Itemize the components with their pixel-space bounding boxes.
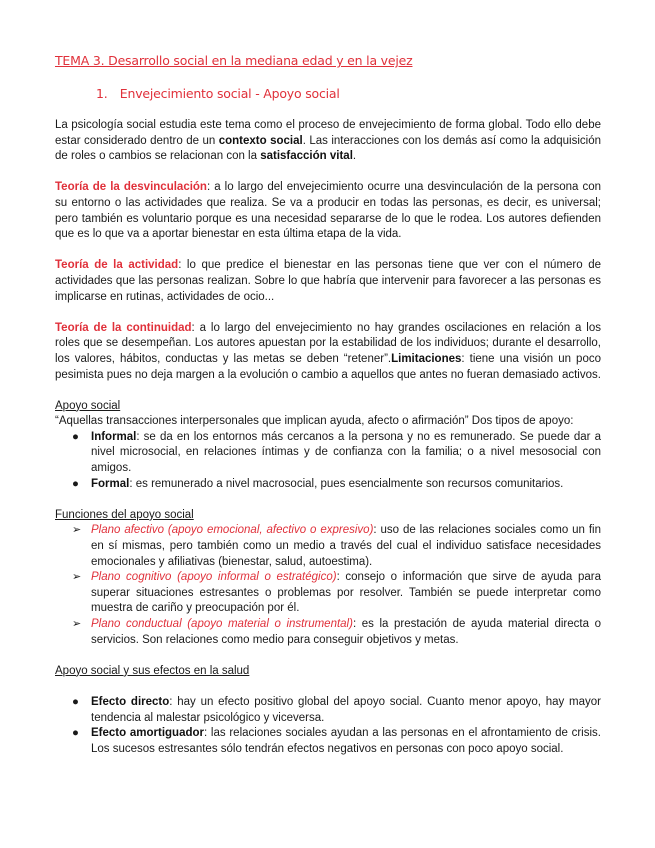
- bullet-icon: ●: [72, 727, 79, 740]
- arrow-bullet-icon: ➢: [72, 618, 82, 630]
- arrow-bullet-icon: ➢: [72, 571, 82, 584]
- list-item: ● Efecto amortiguador: las relaciones sociales ayudan a las personas en el afrontamiento de crisis. Los sucesos estresantes sólo tendrán efectos negativos en personas con poco apoyo social.: [72, 727, 601, 755]
- list-item: ● Informal: se da en los entornos más cercanos a la persona y no es remunerado. Se puede dar a nivel microsocial, en relaciones íntimas y de confianza con la familia; o a nivel mesosocial con amigos.: [72, 430, 601, 475]
- salud-heading: Apoyo social y sus efectos en la salud: [55, 664, 250, 677]
- document-body: [55, 118, 601, 757]
- list-item: ➢ Plano cognitivo (apoyo informal o estratégico): consejo o información que sirve de ayuda para superar situaciones estresantes o problemas por resolver. También se puede interpretar como muestra de cariño y preocupación por él.: [72, 571, 601, 615]
- theory-disengagement: Teoría de la desvinculación: a lo largo del envejecimiento ocurre una desvinculación de la persona con su entorno o las actividades que realiza. Se va a producir en todas las personas, es decir, es universal; pero también es voluntario porque es una necesidad separarse de lo que le rodea. Los autores defienden que es lo que va a aportar bienestar en esta última etapa de la vida.: [55, 181, 601, 241]
- funciones-list: [55, 523, 601, 648]
- apoyo-definition: “Aquellas transacciones interpersonales que implican ayuda, afecto o afirmación” Dos tipos de apoyo:: [55, 415, 574, 428]
- apoyo-heading: Apoyo social: [55, 399, 121, 412]
- document-title: TEMA 3. Desarrollo social en la mediana edad y en la vejez: [55, 53, 413, 68]
- apoyo-types-list: [55, 430, 601, 492]
- bullet-icon: ●: [72, 695, 79, 708]
- list-item: ● Formal: es remunerado a nivel macrosocial, pues esencialmente son recursos comunitarios.: [55, 477, 601, 493]
- list-item: ● Efecto directo: hay un efecto positivo global del apoyo social. Cuanto menor apoyo, hay mayor tendencia al malestar psicológico y viceversa.: [72, 695, 601, 724]
- section-heading: [96, 86, 340, 101]
- salud-list: [55, 695, 601, 757]
- theory-activity: Teoría de la actividad: lo que predice el bienestar en las personas tiene que ver con el número de actividades que las personas realizan. Sobre lo que habría que intervenir para favorecer a las personas es implicarse en rutinas, actividades de ocio...: [55, 259, 601, 303]
- bullet-icon: ●: [72, 430, 79, 443]
- section-number: 1.: [96, 86, 108, 101]
- theory-continuity: Teoría de la continuidad: a lo largo del envejecimiento no hay grandes oscilaciones en relación a los roles que se desempeñan. Los autores apuestan por la estabilidad de los individuos; durante el desarrollo, los valores, hábitos, conductas y las metas se deben “retener”.Limitaciones: tiene una visión un poco pesimista pues no deja margen a la evolución o cambio a aquellos que antes no fueran demasiado activos.: [55, 321, 601, 381]
- list-item: ➢ Plano conductual (apoyo material o instrumental): es la prestación de ayuda material directa o servicios. Son relaciones como medio para conseguir objetivos y metas.: [72, 618, 601, 646]
- intro-paragraph: La psicología social estudia este tema como el proceso de envejecimiento de forma global. Todo ello debe estar considerado dentro de un contexto social. Las interacciones con los demás así como la adquisición de roles o cambios se relacionan con la satisfacción vital.: [55, 119, 602, 163]
- funciones-heading: Funciones del apoyo social: [55, 508, 194, 521]
- list-item: ➢ Plano afectivo (apoyo emocional, afectivo o expresivo): uso de las relaciones sociales como un fin en sí mismas, pero también como un medio a través del cual el individuo satisface necesidades emocionales y afiliativas (bienestar, salud, autoestima).: [72, 524, 601, 568]
- section-title: Envejecimiento social - Apoyo social: [119, 86, 340, 101]
- bullet-icon: ●: [72, 477, 79, 490]
- arrow-bullet-icon: ➢: [72, 524, 82, 537]
